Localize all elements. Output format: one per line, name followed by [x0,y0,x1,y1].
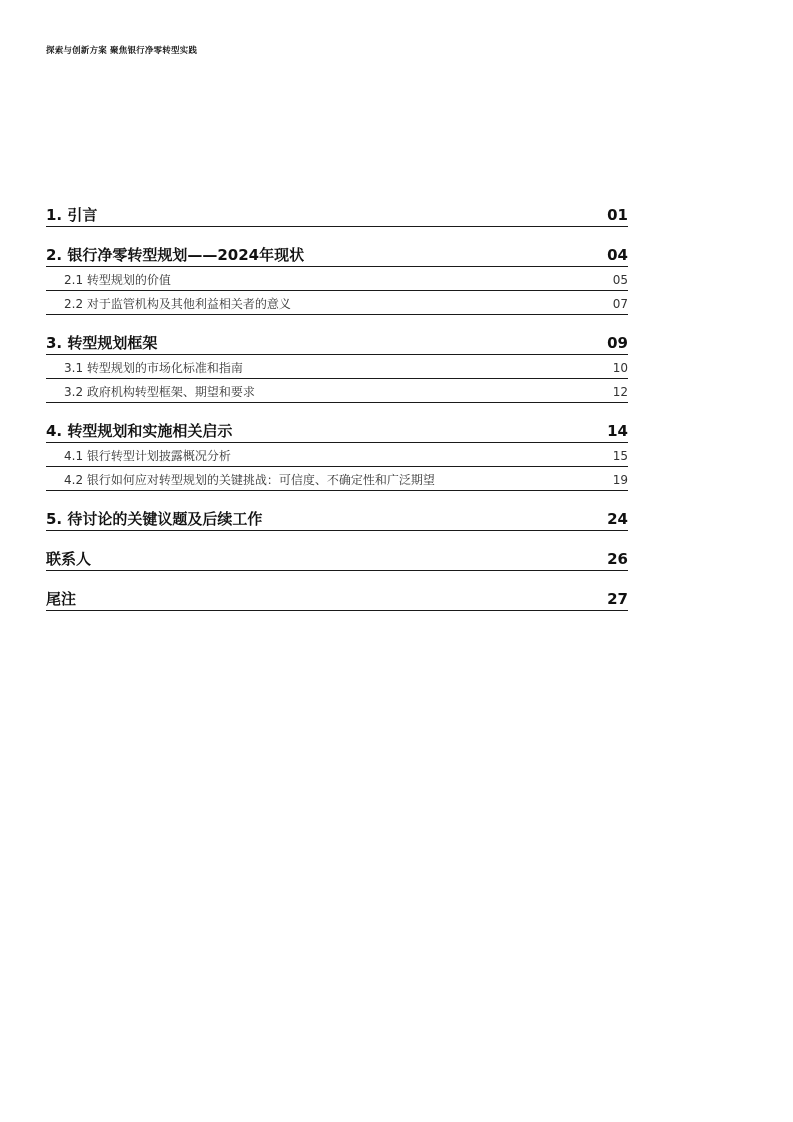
toc-section-page: 14 [607,422,628,440]
toc-subsection-title: 4.2 银行如何应对转型规划的关键挑战：可信度、不确定性和广泛期望 [64,473,435,487]
toc-subsection-title: 2.1 转型规划的价值 [64,273,171,287]
toc-section-page: 27 [607,590,628,608]
toc-section-title: 5. 待讨论的关键议题及后续工作 [46,510,263,528]
toc-section-framework [46,328,628,403]
toc-subsection-title: 4.1 银行转型计划披露概况分析 [64,449,231,463]
running-header: 探索与创新方案 聚焦银行净零转型实践 [46,46,198,56]
toc-section-title: 2. 银行净零转型规划——2024年现状 [46,246,305,264]
toc-section-page: 04 [607,246,628,264]
toc-subsection-page: 12 [612,385,628,399]
toc-subsection-page: 05 [612,273,628,287]
toc-section-row[interactable] [46,504,628,531]
toc-subsection-page: 10 [612,361,628,375]
toc-section-title: 1. 引言 [46,206,98,224]
toc-section-row[interactable] [46,200,628,227]
toc-section-contacts [46,544,628,571]
toc-subsection-row[interactable] [46,467,628,491]
toc-section-page: 09 [607,334,628,352]
toc-subsection-page: 19 [612,473,628,487]
toc-section-row[interactable] [46,416,628,443]
toc-subsection-page: 07 [612,297,628,311]
toc-section-title: 4. 转型规划和实施相关启示 [46,422,233,440]
toc-section-row[interactable] [46,544,628,571]
toc-subsection-page: 15 [612,449,628,463]
toc-section-row[interactable] [46,328,628,355]
toc-subsection-row[interactable] [46,443,628,467]
toc-section-status-2024 [46,240,628,315]
toc-subsection-title: 2.2 对于监管机构及其他利益相关者的意义 [64,297,291,311]
toc-section-row[interactable] [46,240,628,267]
toc-subsection-title: 3.1 转型规划的市场化标准和指南 [64,361,243,375]
toc-subsection-row[interactable] [46,355,628,379]
toc-subsection-title: 3.2 政府机构转型框架、期望和要求 [64,385,255,399]
toc-subsection-row[interactable] [46,267,628,291]
toc-section-page: 26 [607,550,628,568]
toc-section-endnotes [46,584,628,611]
toc-section-introduction [46,200,628,227]
toc-subsection-row[interactable] [46,379,628,403]
toc-section-title: 联系人 [46,550,92,568]
table-of-contents [46,200,628,624]
toc-section-title: 尾注 [46,590,77,608]
toc-section-key-issues [46,504,628,531]
toc-section-row[interactable] [46,584,628,611]
toc-section-page: 24 [607,510,628,528]
toc-section-page: 01 [607,206,628,224]
toc-section-implementation [46,416,628,491]
toc-section-title: 3. 转型规划框架 [46,334,158,352]
toc-subsection-row[interactable] [46,291,628,315]
